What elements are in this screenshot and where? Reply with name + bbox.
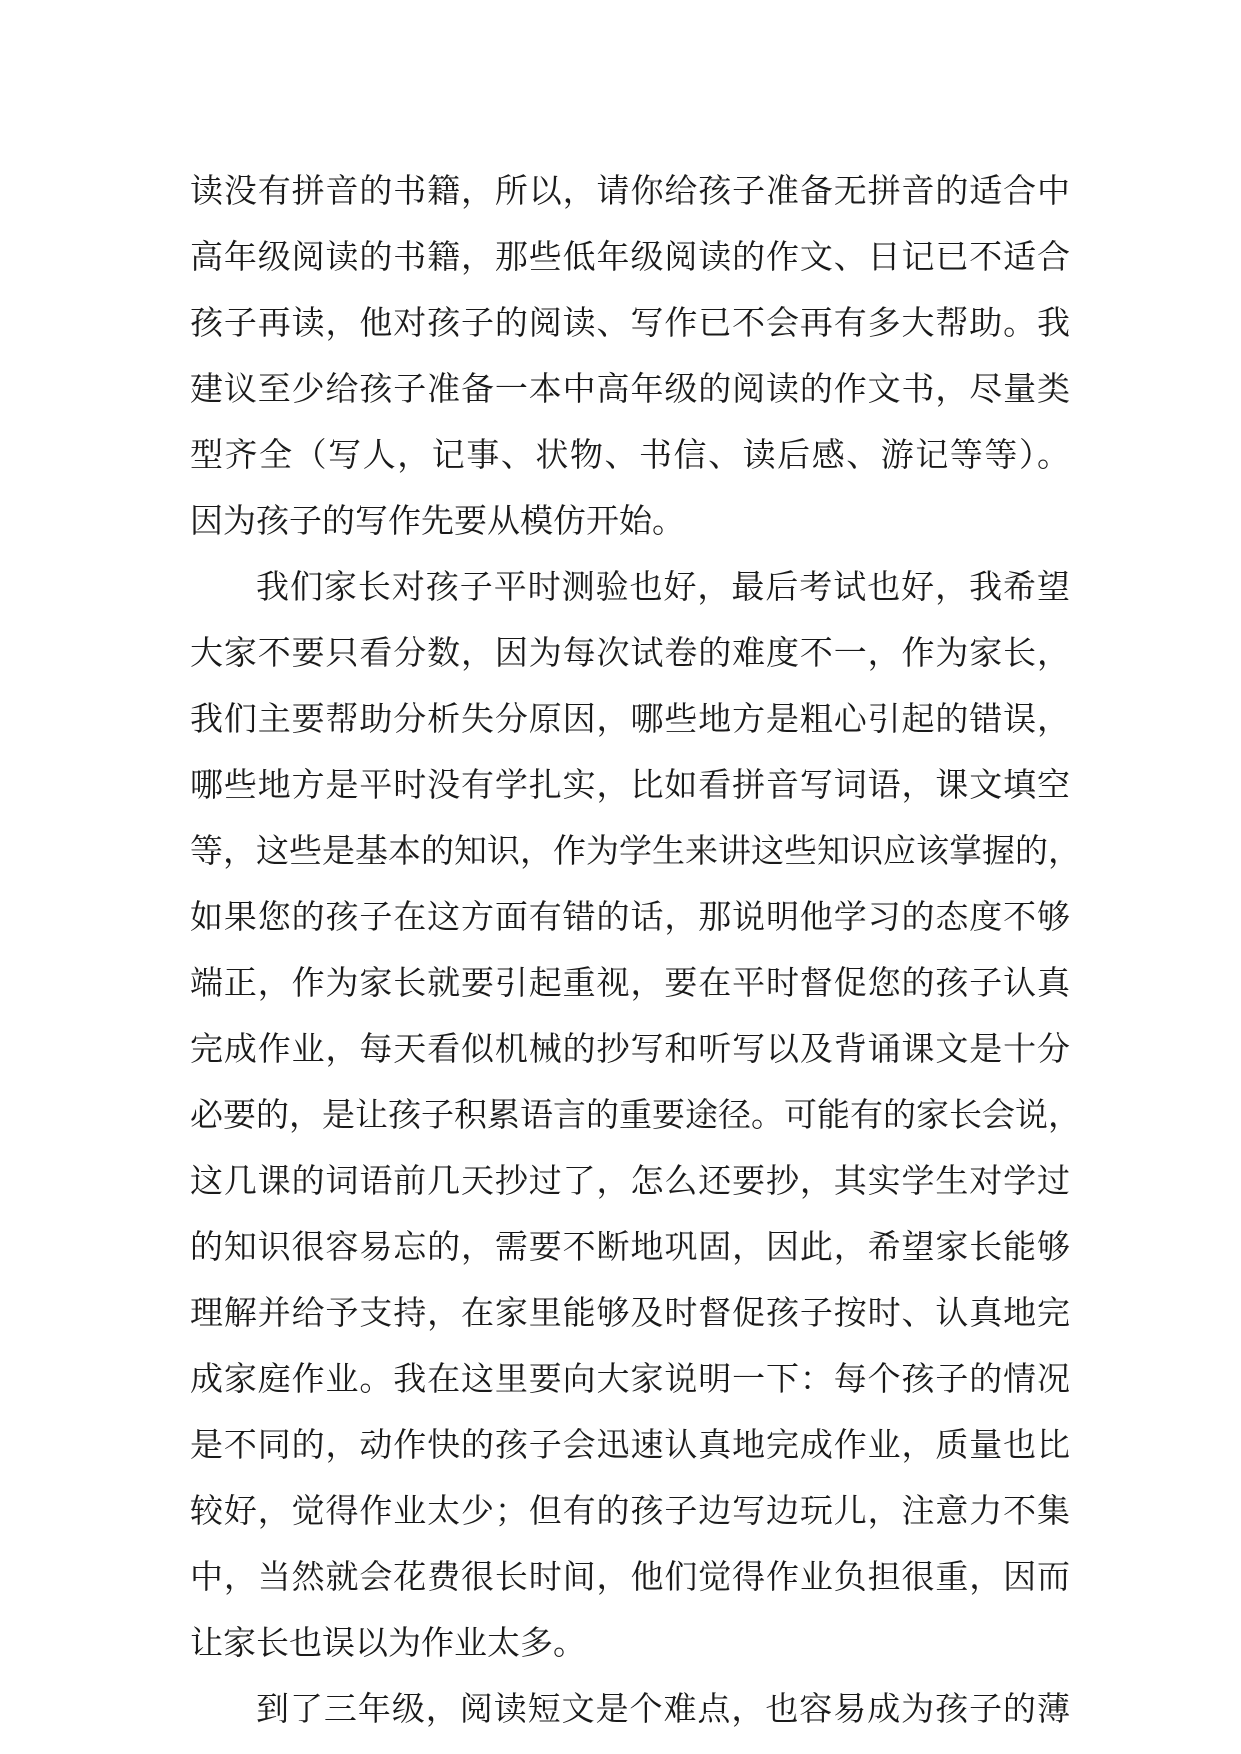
text-line: 让家长也误以为作业太多。	[190, 1623, 586, 1662]
text-line: 的知识很容易忘的，需要不断地巩固，因此，希望家长能够	[190, 1227, 1070, 1266]
text-line: 我们家长对孩子平时测验也好，最后考试也好，我希望	[256, 567, 1070, 606]
text-line: 是不同的，动作快的孩子会迅速认真地完成作业，质量也比	[190, 1425, 1070, 1464]
text-line: 孩子再读，他对孩子的阅读、写作已不会再有多大帮助。我	[190, 303, 1070, 342]
text-line: 型齐全（写人，记事、状物、书信、读后感、游记等等）。	[190, 435, 1070, 474]
text-line: 成家庭作业。我在这里要向大家说明一下：每个孩子的情况	[190, 1359, 1070, 1398]
text-line: 必要的，是让孩子积累语言的重要途径。可能有的家长会说，	[190, 1095, 1081, 1134]
text-line: 中，当然就会花费很长时间，他们觉得作业负担很重，因而	[190, 1557, 1070, 1596]
text-line: 等，这些是基本的知识，作为学生来讲这些知识应该掌握的，	[190, 831, 1081, 870]
text-line: 高年级阅读的书籍，那些低年级阅读的作文、日记已不适合	[190, 237, 1070, 276]
text-line: 理解并给予支持，在家里能够及时督促孩子按时、认真地完	[190, 1293, 1070, 1332]
text-line: 大家不要只看分数，因为每次试卷的难度不一，作为家长，	[190, 633, 1070, 672]
text-line: 建议至少给孩子准备一本中高年级的阅读的作文书，尽量类	[190, 369, 1070, 408]
text-line: 我们主要帮助分析失分原因，哪些地方是粗心引起的错误，	[190, 699, 1070, 738]
text-line: 到了三年级，阅读短文是个难点，也容易成为孩子的薄	[256, 1689, 1070, 1728]
text-line: 端正，作为家长就要引起重视，要在平时督促您的孩子认真	[190, 963, 1070, 1002]
text-line: 因为孩子的写作先要从模仿开始。	[190, 501, 685, 540]
text-line: 哪些地方是平时没有学扎实，比如看拼音写词语，课文填空	[190, 765, 1070, 804]
text-line: 较好，觉得作业太少；但有的孩子边写边玩儿，注意力不集	[190, 1491, 1070, 1530]
text-line: 这几课的词语前几天抄过了，怎么还要抄，其实学生对学过	[190, 1161, 1070, 1200]
document-body	[190, 158, 1081, 1742]
text-line: 读没有拼音的书籍，所以，请你给孩子准备无拼音的适合中	[190, 171, 1070, 210]
text-line: 如果您的孩子在这方面有错的话，那说明他学习的态度不够	[190, 897, 1070, 936]
text-line: 完成作业，每天看似机械的抄写和听写以及背诵课文是十分	[190, 1029, 1070, 1068]
